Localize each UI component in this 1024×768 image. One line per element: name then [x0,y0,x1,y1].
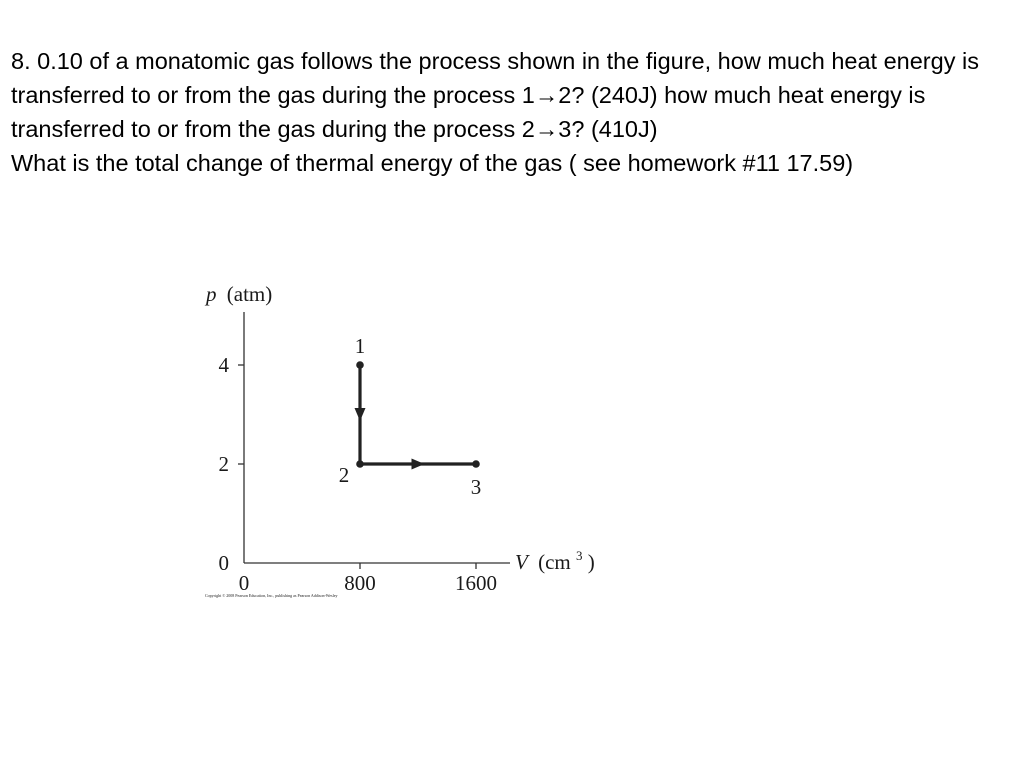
plot-area [219,334,498,595]
state-point-1 [356,361,364,369]
x-axis-variable: V [515,550,528,574]
y-tick-label: 2 [218,452,229,476]
state-point-2 [356,460,364,468]
x-axis-unit: (cm [538,550,571,574]
x-axis-label [515,541,595,574]
y-axis-variable: p [206,282,217,306]
x-axis-unit-close: ) [587,550,595,574]
problem-paragraph-1: 8. 0.10 of a monatomic gas follows the process shown in the figure, how much heat energy is transferred to or from the gas during the process 1→2? (240J) how much heat energy is transferred to or from the gas during the process 2→3? (410J) [11,48,979,142]
copyright-note: Copyright © 2008 Pearson Education, Inc., publishing as Pearson Addison-Wesley [205,593,338,598]
direction-arrow-2-3 [412,459,425,470]
y-tick-label: 0 [218,551,229,575]
x-tick-label: 800 [344,571,376,595]
x-axis-unit-exponent: 3 [575,548,583,563]
y-axis-label [204,282,272,306]
x-tick-label: 0 [238,571,250,595]
y-tick-label: 4 [218,353,229,377]
state-label-2: 2 [338,463,350,487]
state-label-1: 1 [354,334,366,358]
state-point-3 [472,460,480,468]
problem-paragraph-2: What is the total change of thermal energy of the gas ( see homework #11 17.59) [11,150,854,176]
x-tick-label: 1600 [455,571,497,595]
y-axis-unit: (atm) [226,282,273,306]
direction-arrow-1-2 [355,408,366,421]
state-label-3: 3 [470,475,482,499]
